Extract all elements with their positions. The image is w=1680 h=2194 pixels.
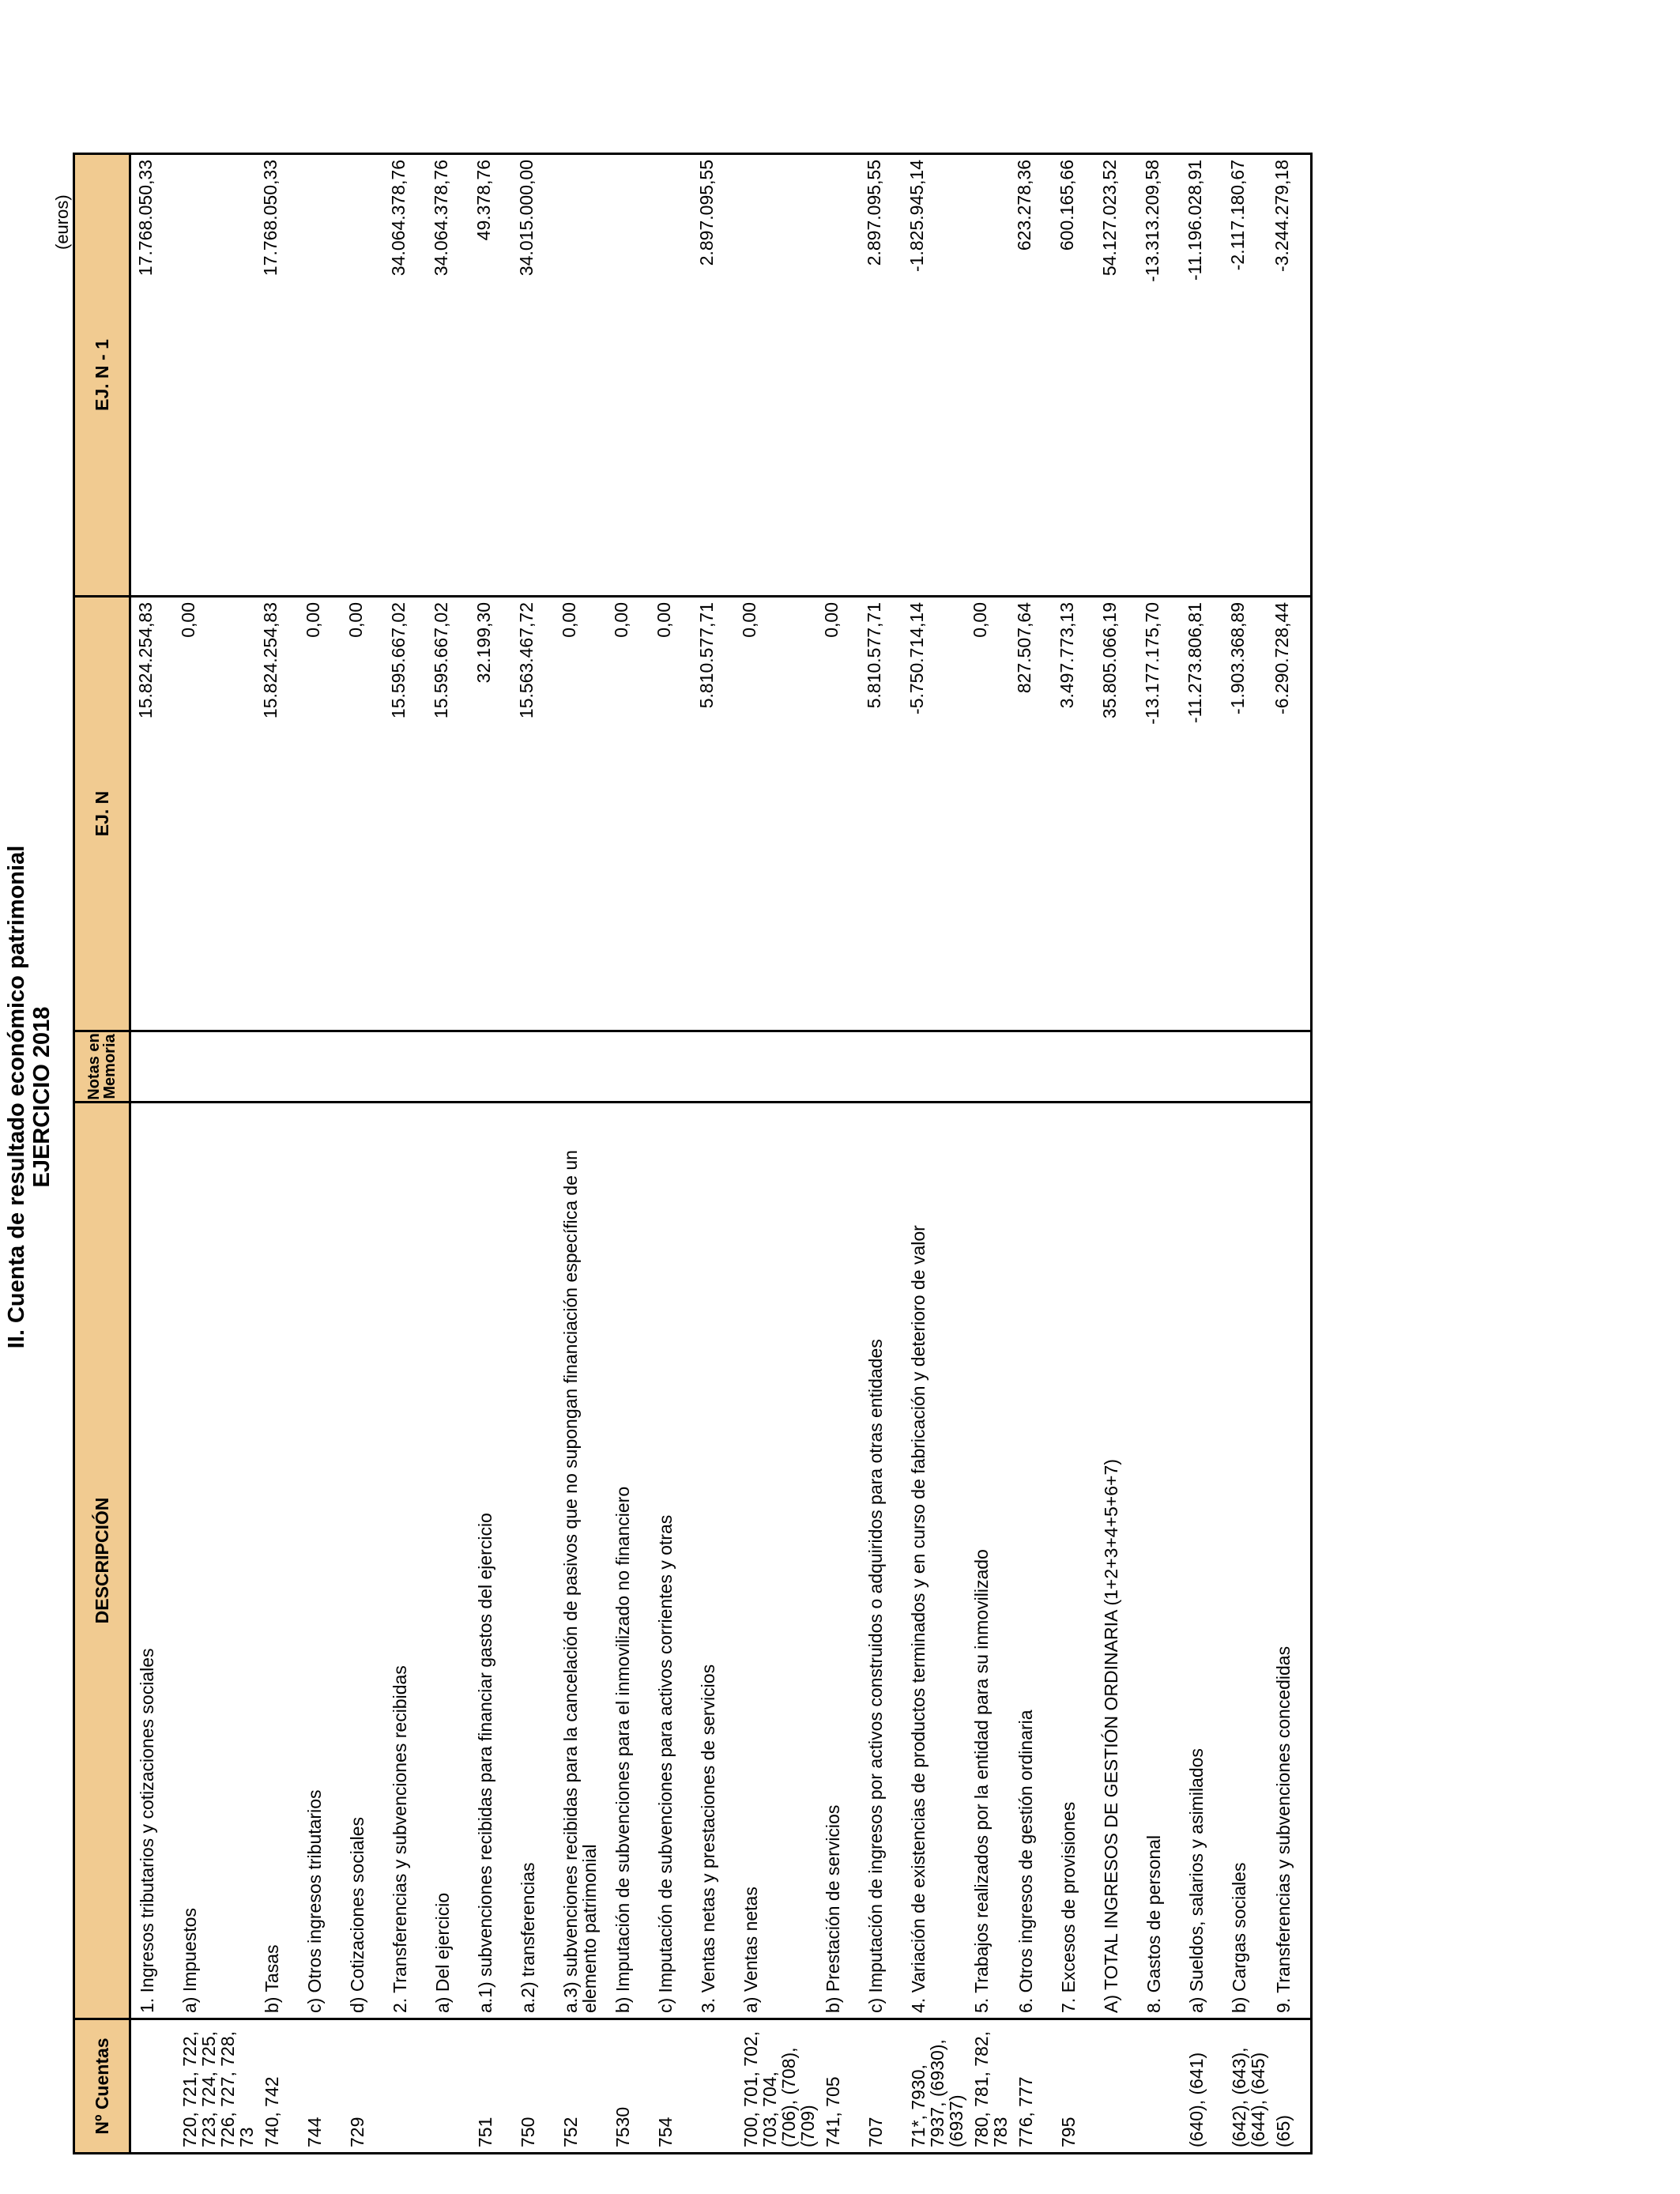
cell-description: c) Otros ingresos tributarios <box>299 1103 341 2019</box>
cell-accounts: 750 <box>512 2019 555 2154</box>
cell-accounts: 795 <box>1053 2019 1095 2154</box>
cell-accounts: 7530 <box>607 2019 650 2154</box>
cell-accounts: 776, 777 <box>1010 2019 1053 2154</box>
cell-notes <box>817 1031 860 1103</box>
income-statement-table <box>73 153 1313 2154</box>
cell-description: a) Impuestos <box>174 1103 256 2019</box>
table-row <box>427 154 469 2154</box>
cell-notes <box>902 1031 966 1103</box>
cell-ej-n1 <box>650 154 692 597</box>
cell-ej-n1: 17.768.050,33 <box>130 154 175 597</box>
cell-ej-n1 <box>966 154 1010 597</box>
table-row <box>860 154 902 2154</box>
table-row <box>966 154 1010 2154</box>
cell-ej-n1 <box>174 154 256 597</box>
cell-description: 4. Variación de existencias de productos terminados y en curso de fabricación y deterioro de valor <box>902 1103 966 2019</box>
cell-accounts: 752 <box>555 2019 607 2154</box>
cell-accounts: 700, 701, 702, 703, 704, (706), (708), (709) <box>735 2019 817 2154</box>
table-row <box>1223 154 1268 2154</box>
cell-notes <box>427 1031 469 1103</box>
cell-ej-n1: 34.064.378,76 <box>427 154 469 597</box>
cell-description: 8. Gastos de personal <box>1138 1103 1181 2019</box>
cell-ej-n1: -13.313.209,58 <box>1138 154 1181 597</box>
cell-description: a.2) transferencias <box>512 1103 555 2019</box>
cell-accounts: 754 <box>650 2019 692 2154</box>
cell-accounts: 729 <box>341 2019 384 2154</box>
cell-ej-n: 0,00 <box>607 597 650 1031</box>
col-header-description: DESCRIPCIÓN <box>74 1103 130 2019</box>
cell-ej-n: 5.810.577,71 <box>692 597 735 1031</box>
table-row <box>512 154 555 2154</box>
cell-ej-n1: -11.196.028,91 <box>1181 154 1223 597</box>
cell-notes <box>299 1031 341 1103</box>
table-row <box>692 154 735 2154</box>
cell-accounts: 741, 705 <box>817 2019 860 2154</box>
table-row <box>555 154 607 2154</box>
cell-ej-n1: 600.165,66 <box>1053 154 1095 597</box>
cell-description: 2. Transferencias y subvenciones recibidas <box>384 1103 427 2019</box>
cell-ej-n: -13.177.175,70 <box>1138 597 1181 1031</box>
table-row <box>299 154 341 2154</box>
table-header-row <box>74 154 130 2154</box>
cell-accounts <box>692 2019 735 2154</box>
cell-ej-n1: 49.378,76 <box>469 154 512 597</box>
table-row <box>735 154 817 2154</box>
table-row <box>1010 154 1053 2154</box>
cell-ej-n: -11.273.806,81 <box>1181 597 1223 1031</box>
cell-ej-n: 32.199,30 <box>469 597 512 1031</box>
cell-notes <box>341 1031 384 1103</box>
cell-ej-n1 <box>299 154 341 597</box>
cell-description: c) Imputación de subvenciones para activos corrientes y otras <box>650 1103 692 2019</box>
cell-accounts: 71*, 7930, 7937, (6930), (6937) <box>902 2019 966 2154</box>
table-row <box>1095 154 1138 2154</box>
cell-description: 3. Ventas netas y prestaciones de servicios <box>692 1103 735 2019</box>
cell-ej-n: -5.750.714,14 <box>902 597 966 1031</box>
table-row <box>1268 154 1312 2154</box>
cell-description: 1. Ingresos tributarios y cotizaciones sociales <box>130 1103 175 2019</box>
cell-ej-n1: 54.127.023,52 <box>1095 154 1138 597</box>
table-row <box>1181 154 1223 2154</box>
cell-ej-n1: 34.064.378,76 <box>384 154 427 597</box>
cell-ej-n: 0,00 <box>555 597 607 1031</box>
cell-notes <box>1181 1031 1223 1103</box>
cell-notes <box>555 1031 607 1103</box>
cell-ej-n1 <box>607 154 650 597</box>
cell-ej-n: 827.507,64 <box>1010 597 1053 1031</box>
cell-description: a.1) subvenciones recibidas para financiar gastos del ejercicio <box>469 1103 512 2019</box>
cell-ej-n: 0,00 <box>817 597 860 1031</box>
cell-notes <box>384 1031 427 1103</box>
cell-notes <box>692 1031 735 1103</box>
cell-accounts: 751 <box>469 2019 512 2154</box>
cell-description: a) Sueldos, salarios y asimilados <box>1181 1103 1223 2019</box>
cell-accounts <box>1095 2019 1138 2154</box>
cell-notes <box>512 1031 555 1103</box>
cell-accounts: 740, 742 <box>256 2019 299 2154</box>
cell-ej-n: 0,00 <box>341 597 384 1031</box>
cell-description: b) Cargas sociales <box>1223 1103 1268 2019</box>
cell-notes <box>860 1031 902 1103</box>
cell-ej-n: -1.903.368,89 <box>1223 597 1268 1031</box>
cell-ej-n1: 2.897.095,55 <box>692 154 735 597</box>
cell-notes <box>1268 1031 1312 1103</box>
cell-ej-n1: 34.015.000,00 <box>512 154 555 597</box>
col-header-accounts: Nº Cuentas <box>74 2019 130 2154</box>
cell-accounts: (65) <box>1268 2019 1312 2154</box>
cell-description: b) Prestación de servicios <box>817 1103 860 2019</box>
cell-ej-n: 5.810.577,71 <box>860 597 902 1031</box>
col-header-year-n1: EJ. N - 1 <box>74 154 130 597</box>
cell-ej-n1 <box>817 154 860 597</box>
cell-ej-n: 0,00 <box>299 597 341 1031</box>
table-row <box>256 154 299 2154</box>
cell-notes <box>1053 1031 1095 1103</box>
cell-ej-n: 0,00 <box>650 597 692 1031</box>
cell-ej-n: -6.290.728,44 <box>1268 597 1312 1031</box>
cell-notes <box>607 1031 650 1103</box>
cell-notes <box>174 1031 256 1103</box>
table-row <box>1138 154 1181 2154</box>
col-header-notes: Notas en Memoria <box>74 1031 130 1103</box>
cell-ej-n1: 17.768.050,33 <box>256 154 299 597</box>
cell-notes <box>650 1031 692 1103</box>
cell-ej-n: 15.563.467,72 <box>512 597 555 1031</box>
cell-accounts <box>1138 2019 1181 2154</box>
cell-description: b) Imputación de subvenciones para el inmovilizado no financiero <box>607 1103 650 2019</box>
cell-notes <box>1223 1031 1268 1103</box>
table-row <box>902 154 966 2154</box>
cell-ej-n1: -1.825.945,14 <box>902 154 966 597</box>
cell-accounts: 707 <box>860 2019 902 2154</box>
cell-description: a) Del ejercicio <box>427 1103 469 2019</box>
cell-accounts: (642), (643), (644), (645) <box>1223 2019 1268 2154</box>
table-row <box>341 154 384 2154</box>
cell-ej-n1 <box>735 154 817 597</box>
cell-ej-n1: 2.897.095,55 <box>860 154 902 597</box>
cell-notes <box>1095 1031 1138 1103</box>
unit-label: (euros) <box>52 194 72 250</box>
cell-notes <box>1010 1031 1053 1103</box>
cell-description: d) Cotizaciones sociales <box>341 1103 384 2019</box>
cell-notes <box>256 1031 299 1103</box>
cell-description: b) Tasas <box>256 1103 299 2019</box>
cell-ej-n: 15.595.667,02 <box>384 597 427 1031</box>
table-row <box>607 154 650 2154</box>
cell-notes <box>966 1031 1010 1103</box>
cell-accounts <box>130 2019 175 2154</box>
cell-description: c) Imputación de ingresos por activos construidos o adquiridos para otras entidades <box>860 1103 902 2019</box>
table-row <box>817 154 860 2154</box>
cell-ej-n1 <box>341 154 384 597</box>
cell-ej-n: 0,00 <box>174 597 256 1031</box>
cell-ej-n1: 623.278,36 <box>1010 154 1053 597</box>
table-row <box>384 154 427 2154</box>
table-row <box>1053 154 1095 2154</box>
cell-accounts: 744 <box>299 2019 341 2154</box>
page-subtitle: EJERCICIO 2018 <box>29 1006 55 1188</box>
cell-ej-n1 <box>555 154 607 597</box>
cell-notes <box>130 1031 175 1103</box>
cell-ej-n: 3.497.773,13 <box>1053 597 1095 1031</box>
table-row <box>469 154 512 2154</box>
cell-accounts: (640), (641) <box>1181 2019 1223 2154</box>
cell-description: 5. Trabajos realizados por la entidad para su inmovilizado <box>966 1103 1010 2019</box>
cell-description: a) Ventas netas <box>735 1103 817 2019</box>
table-row <box>174 154 256 2154</box>
table-row <box>130 154 175 2154</box>
cell-ej-n1: -3.244.279,18 <box>1268 154 1312 597</box>
cell-ej-n1: -2.117.180,67 <box>1223 154 1268 597</box>
cell-ej-n: 0,00 <box>735 597 817 1031</box>
cell-ej-n: 35.805.066,19 <box>1095 597 1138 1031</box>
cell-accounts: 780, 781, 782, 783 <box>966 2019 1010 2154</box>
cell-description: 9. Transferencias y subvenciones concedidas <box>1268 1103 1312 2019</box>
table-row <box>650 154 692 2154</box>
page-title: II. Cuenta de resultado económico patrimonial <box>4 845 29 1349</box>
cell-notes <box>1138 1031 1181 1103</box>
cell-ej-n: 15.595.667,02 <box>427 597 469 1031</box>
cell-accounts: 720, 721, 722, 723, 724, 725, 726, 727, 728, 73 <box>174 2019 256 2154</box>
cell-description: A) TOTAL INGRESOS DE GESTIÓN ORDINARIA (1+2+3+4+5+6+7) <box>1095 1103 1138 2019</box>
cell-accounts <box>427 2019 469 2154</box>
cell-description: 7. Excesos de provisiones <box>1053 1103 1095 2019</box>
cell-ej-n: 15.824.254,83 <box>130 597 175 1031</box>
cell-accounts <box>384 2019 427 2154</box>
cell-notes <box>469 1031 512 1103</box>
cell-description: a.3) subvenciones recibidas para la cancelación de pasivos que no supongan financiación específica de un elemento patrimonial <box>555 1103 607 2019</box>
col-header-year-n: EJ. N <box>74 597 130 1031</box>
cell-ej-n: 0,00 <box>966 597 1010 1031</box>
cell-ej-n: 15.824.254,83 <box>256 597 299 1031</box>
cell-notes <box>735 1031 817 1103</box>
cell-description: 6. Otros ingresos de gestión ordinaria <box>1010 1103 1053 2019</box>
